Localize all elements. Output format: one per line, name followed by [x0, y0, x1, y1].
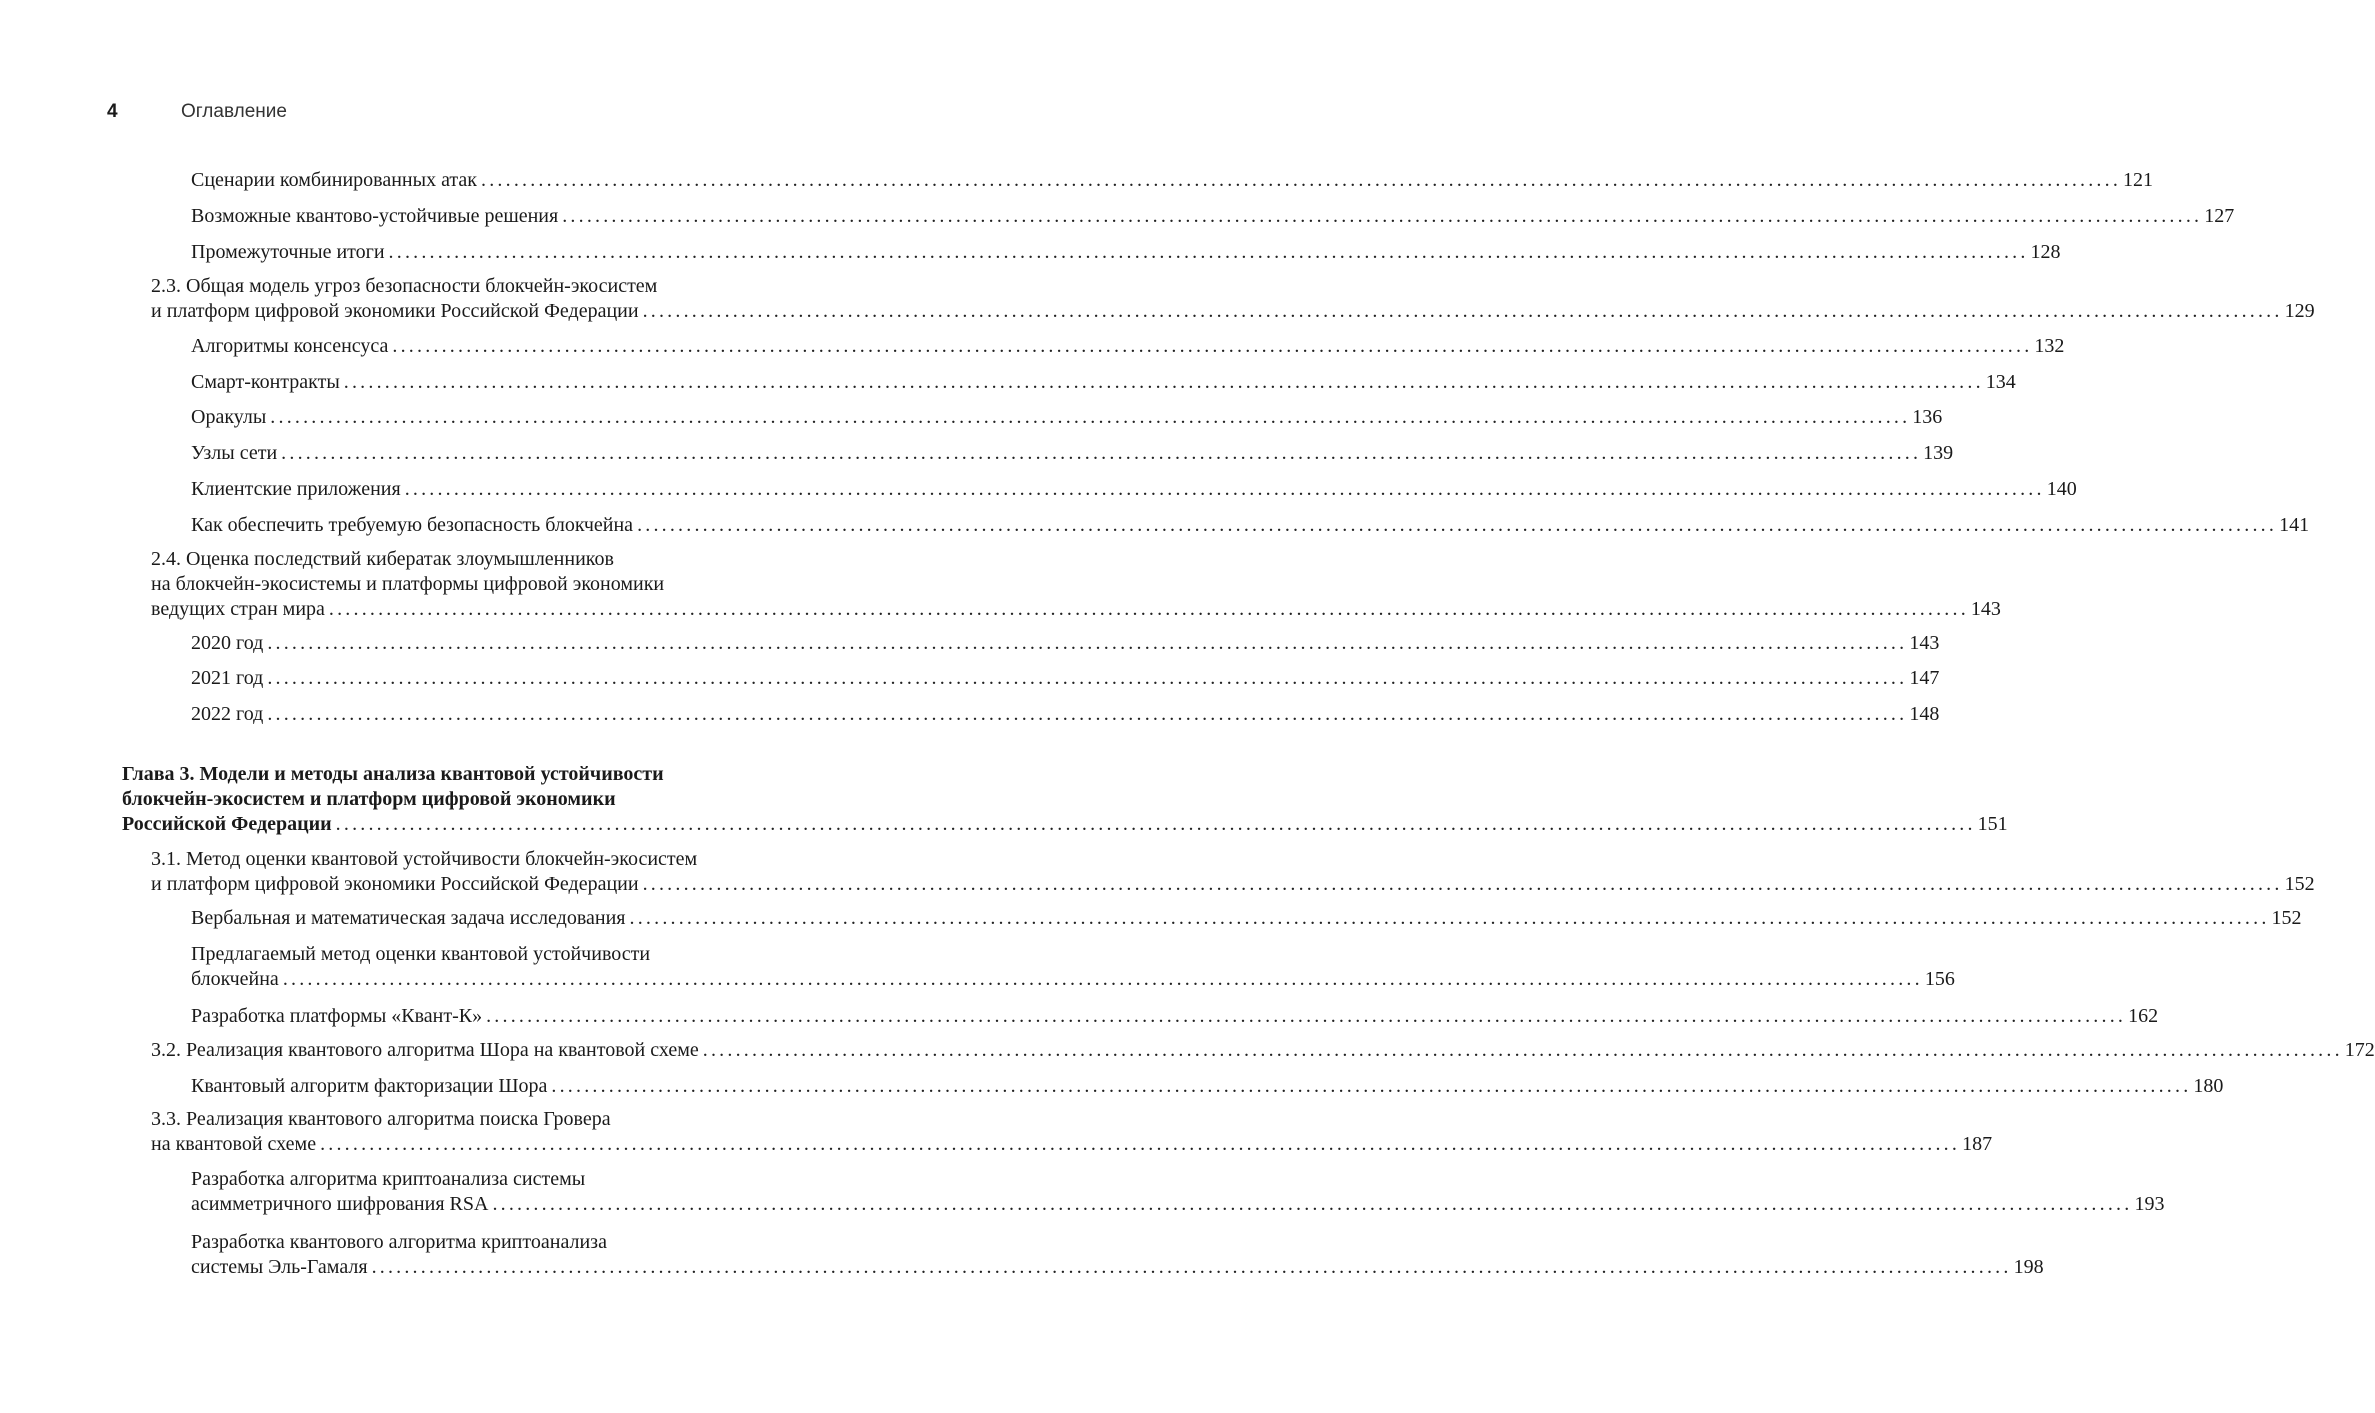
dot-leader: ........................................................................................................................................................................................................: [702, 1039, 2343, 1061]
toc-entry-title-line: блокчейн-экосистем и платформ цифровой экономики: [122, 788, 616, 810]
toc-entry-title: 2021 год: [191, 667, 264, 689]
toc-entry-title: Сценарии комбинированных атак: [191, 169, 478, 191]
dot-leader: ........................................................................................................................................................................................................: [392, 335, 2033, 357]
toc-entry[interactable]: [191, 333, 2065, 359]
toc-page-number: 140: [2046, 478, 2077, 500]
toc-entry[interactable]: [191, 404, 1943, 430]
page-number: 4: [107, 101, 118, 122]
dot-leader: ........................................................................................................................................................................................................: [267, 632, 1908, 654]
toc-entry[interactable]: [191, 512, 2310, 538]
toc-entry-title: Разработка платформы «Квант-К»: [191, 1005, 483, 1027]
dot-leader: ........................................................................................................................................................................................................: [551, 1075, 2192, 1097]
toc-entry-title-line: 2.4. Оценка последствий кибератак злоумышленников: [151, 548, 614, 570]
dot-leader: ........................................................................................................................................................................................................: [486, 1005, 2127, 1027]
dot-leader: ........................................................................................................................................................................................................: [335, 813, 1976, 835]
toc-entry-title: и платформ цифровой экономики Российской Федерации: [151, 873, 639, 895]
toc-page-number: 129: [2284, 300, 2315, 322]
toc-page-number: 134: [1985, 371, 2016, 393]
toc-entry[interactable]: [191, 203, 2235, 229]
toc-entry-title: асимметричного шифрования RSA: [191, 1193, 489, 1215]
dot-leader: ........................................................................................................................................................................................................: [371, 1256, 2012, 1278]
toc-entry[interactable]: [191, 239, 2061, 265]
toc-entry-title: Промежуточные итоги: [191, 241, 385, 263]
toc-entry[interactable]: [191, 167, 2154, 193]
toc-page-number: 152: [2284, 873, 2315, 895]
toc-page-number: 152: [2271, 907, 2302, 929]
toc-entry-title-line: 3.1. Метод оценки квантовой устойчивости блокчейн-экосистем: [151, 848, 698, 870]
toc-entry-title-line: на блокчейн-экосистемы и платформы цифровой экономики: [151, 573, 665, 595]
toc-page-number: 147: [1909, 667, 1940, 689]
toc-entry-title: Узлы сети: [191, 442, 278, 464]
dot-leader: ........................................................................................................................................................................................................: [642, 873, 2283, 895]
toc-entry-title-line: 3.3. Реализация квантового алгоритма поиска Гровера: [151, 1108, 611, 1130]
dot-leader: ........................................................................................................................................................................................................: [388, 241, 2029, 263]
toc-entry-title: 3.2. Реализация квантового алгоритма Шора на квантовой схеме: [151, 1039, 699, 1061]
toc-entry-title-line: Разработка квантового алгоритма криптоанализа: [191, 1231, 607, 1253]
toc-page-number: 141: [2279, 514, 2310, 536]
toc-page-number: 121: [2123, 169, 2154, 191]
toc-entry[interactable]: [122, 761, 2008, 837]
toc-entry[interactable]: [151, 273, 2315, 324]
toc-entry-title: Оракулы: [191, 406, 267, 428]
toc-page-number: 139: [1923, 442, 1954, 464]
toc-page-number: 143: [1970, 598, 2001, 620]
toc-entry-title: Вербальная и математическая задача исследования: [191, 907, 626, 929]
running-title: Оглавление: [181, 101, 287, 122]
toc-entry-title: Квантовый алгоритм факторизации Шора: [191, 1075, 548, 1097]
toc-page-number: 148: [1909, 703, 1940, 725]
dot-leader: ........................................................................................................................................................................................................: [270, 406, 1911, 428]
toc-entry[interactable]: [151, 1106, 1993, 1157]
toc-entry[interactable]: [191, 630, 1940, 656]
page-header: [0, 98, 1000, 128]
toc-entry-title: Российской Федерации: [122, 813, 332, 835]
dot-leader: ........................................................................................................................................................................................................: [343, 371, 1984, 393]
toc-page-number: 162: [2128, 1005, 2159, 1027]
dot-leader: ........................................................................................................................................................................................................: [320, 1133, 1961, 1155]
toc-entry[interactable]: [191, 701, 1940, 727]
toc-entry-title: ведущих стран мира: [151, 598, 325, 620]
toc-page-number: 143: [1909, 632, 1940, 654]
toc-entry[interactable]: [191, 1003, 2159, 1029]
toc-page-number: 151: [1977, 813, 2008, 835]
toc-page-number: 132: [2034, 335, 2065, 357]
toc-page-number: 128: [2030, 241, 2061, 263]
dot-leader: ........................................................................................................................................................................................................: [481, 169, 2122, 191]
dot-leader: ........................................................................................................................................................................................................: [637, 514, 2278, 536]
toc-entry-title: Возможные квантово-устойчивые решения: [191, 205, 559, 227]
toc-page-number: 198: [2013, 1256, 2044, 1278]
toc-entry[interactable]: [191, 369, 2016, 395]
toc-entry[interactable]: [191, 1073, 2224, 1099]
toc-entry[interactable]: [191, 665, 1940, 691]
dot-leader: ........................................................................................................................................................................................................: [562, 205, 2203, 227]
toc-page-number: 156: [1924, 968, 1955, 990]
toc-entry-title: системы Эль-Гамаля: [191, 1256, 368, 1278]
toc-entry-title: Смарт-контракты: [191, 371, 340, 393]
toc-page-number: 193: [2134, 1193, 2165, 1215]
toc-entry-title-line: Предлагаемый метод оценки квантовой устойчивости: [191, 943, 651, 965]
toc-entry-title: на квантовой схеме: [151, 1133, 317, 1155]
toc-page-number: 187: [1962, 1133, 1993, 1155]
toc-entry[interactable]: [191, 440, 1954, 466]
toc-page-number: 172: [2344, 1039, 2375, 1061]
toc-entry[interactable]: [151, 546, 2001, 622]
dot-leader: ........................................................................................................................................................................................................: [328, 598, 1969, 620]
toc-entry[interactable]: [191, 1229, 2044, 1280]
toc-entry-title-line: Глава 3. Модели и методы анализа квантовой устойчивости: [122, 763, 664, 785]
dot-leader: ........................................................................................................................................................................................................: [282, 968, 1923, 990]
dot-leader: ........................................................................................................................................................................................................: [642, 300, 2283, 322]
toc-entry[interactable]: [191, 1166, 2165, 1217]
toc-entry[interactable]: [151, 846, 2315, 897]
toc-page-number: 127: [2204, 205, 2235, 227]
toc-entry[interactable]: [191, 476, 2077, 502]
toc-entry-title: и платформ цифровой экономики Российской Федерации: [151, 300, 639, 322]
dot-leader: ........................................................................................................................................................................................................: [404, 478, 2045, 500]
dot-leader: ........................................................................................................................................................................................................: [267, 667, 1908, 689]
toc-entry[interactable]: [191, 941, 1955, 992]
dot-leader: ........................................................................................................................................................................................................: [629, 907, 2270, 929]
toc-entry-title: 2022 год: [191, 703, 264, 725]
dot-leader: ........................................................................................................................................................................................................: [281, 442, 1922, 464]
toc-entry[interactable]: [191, 905, 2302, 931]
toc-entry-title: 2020 год: [191, 632, 264, 654]
toc-entry-title: Клиентские приложения: [191, 478, 401, 500]
toc-page-number: 136: [1912, 406, 1943, 428]
toc-entry-title: Как обеспечить требуемую безопасность блокчейна: [191, 514, 634, 536]
toc-entry-title: Алгоритмы консенсуса: [191, 335, 389, 357]
dot-leader: ........................................................................................................................................................................................................: [267, 703, 1908, 725]
toc-entry-title: блокчейна: [191, 968, 279, 990]
toc-entry-title-line: 2.3. Общая модель угроз безопасности блокчейн-экосистем: [151, 275, 658, 297]
dot-leader: ........................................................................................................................................................................................................: [492, 1193, 2133, 1215]
toc-page-number: 180: [2193, 1075, 2224, 1097]
toc-entry-title-line: Разработка алгоритма криптоанализа системы: [191, 1168, 586, 1190]
toc-entry[interactable]: [151, 1037, 2375, 1063]
